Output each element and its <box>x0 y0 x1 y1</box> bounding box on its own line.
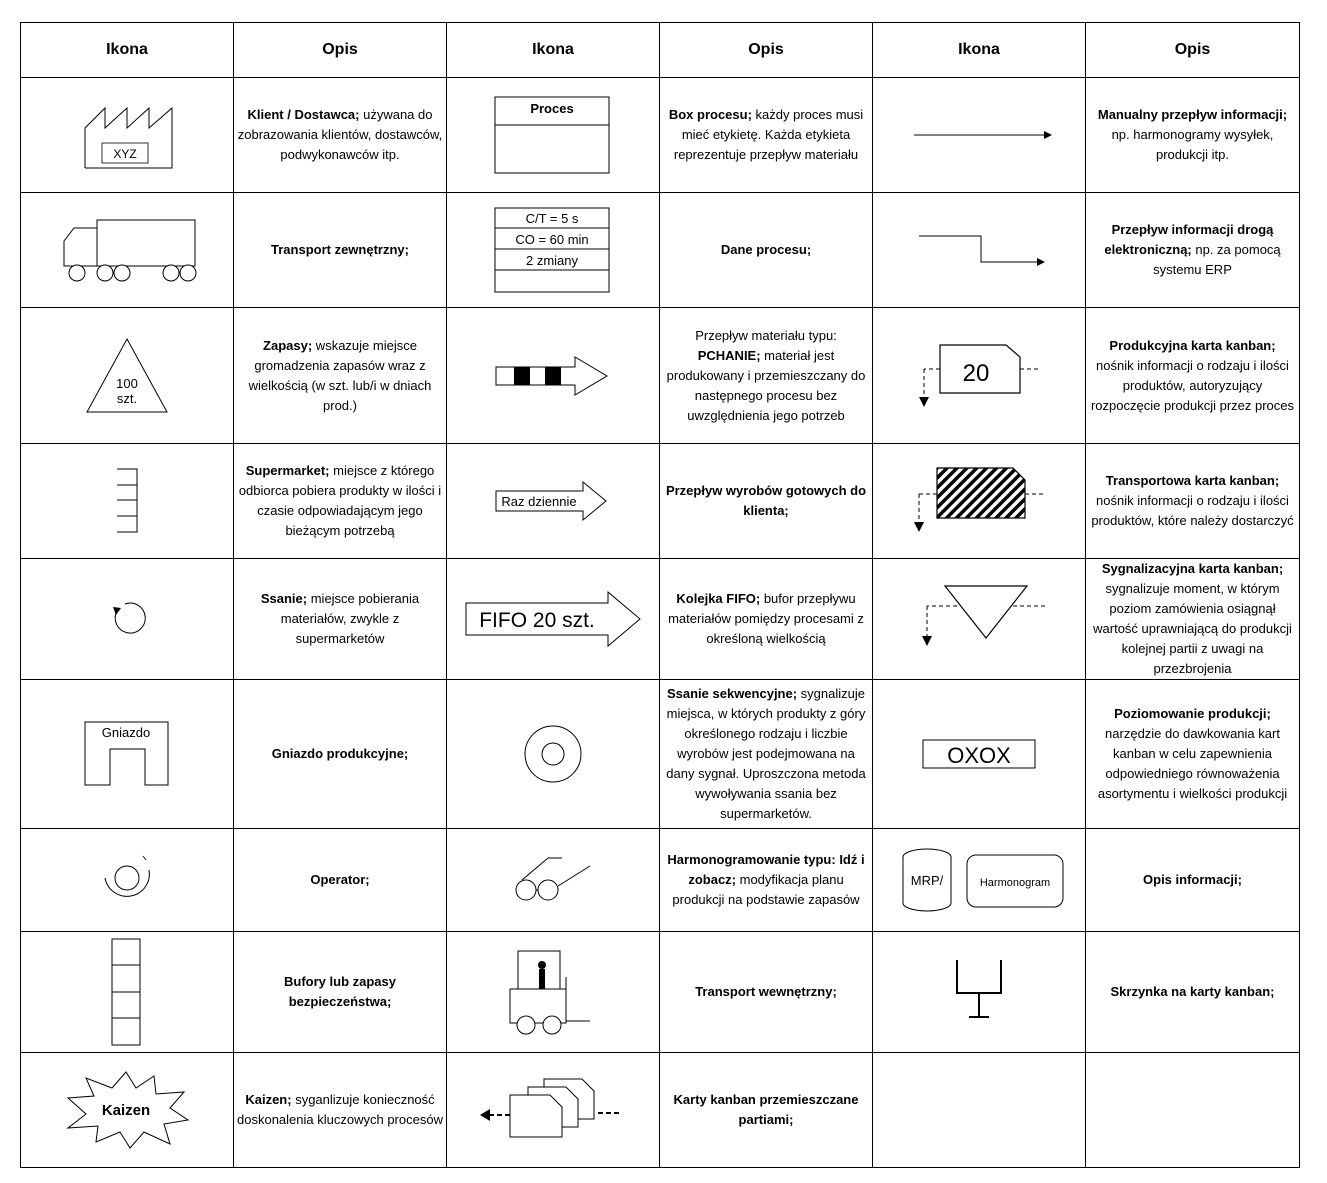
icon-cell <box>447 308 660 444</box>
header-desc-3: Opis <box>1086 23 1300 78</box>
svg-text:100: 100 <box>116 375 138 391</box>
table-row <box>21 78 1300 193</box>
vsm-symbols-table <box>20 22 1300 1168</box>
sequenced-pull-icon <box>521 722 585 786</box>
table-row <box>21 829 1300 932</box>
header-icon-1: Ikona <box>21 23 234 78</box>
desc-zapasy: Zapasy; wskazuje miejsce gromadzenia zapasów wraz z wielkością (w szt. lub/i w dniach prod.) <box>234 308 447 444</box>
desc-gniazdo: Gniazdo produkcyjne; <box>234 680 447 829</box>
svg-text:CO = 60 min: CO = 60 min <box>515 232 589 247</box>
process-box-icon <box>493 95 613 175</box>
fifo-arrow-icon <box>463 589 643 649</box>
desc-fifo: Kolejka FIFO; bufor przepływu materiałów pomiędzy procesami z określoną wielkością <box>660 559 873 680</box>
svg-text:Harmonogram: Harmonogram <box>979 877 1051 889</box>
table-row <box>21 680 1300 829</box>
svg-text:FIFO 20 szt.: FIFO 20 szt. <box>479 609 595 632</box>
icon-cell <box>447 559 660 680</box>
table-row <box>21 444 1300 559</box>
desc-supermarket: Supermarket; miejsce z którego odbiorca pobiera produkty w ilości i czasie odpowiadającym jego bieżącym potrzebą <box>234 444 447 559</box>
desc-transport-wewnetrzny: Transport wewnętrzny; <box>660 932 873 1053</box>
data-box-icon <box>493 206 613 294</box>
icon-cell <box>21 829 234 932</box>
desc-poziomowanie: Poziomowanie produkcji; narzędzie do dawkowania kart kanban w celu zapewnienia odpowiedniego równoważenia asortymentu i wielkości produkcji <box>1086 680 1300 829</box>
desc-opis-informacji: Opis informacji; <box>1086 829 1300 932</box>
icon-cell <box>873 559 1086 680</box>
svg-text:Gniazdo: Gniazdo <box>101 725 151 740</box>
icon-cell <box>447 680 660 829</box>
inventory-triangle-icon <box>82 336 172 416</box>
icon-cell <box>447 932 660 1053</box>
icon-cell <box>447 829 660 932</box>
empty-cell <box>1086 1053 1300 1168</box>
production-kanban-icon <box>914 339 1044 413</box>
header-desc-1: Opis <box>234 23 447 78</box>
icon-cell <box>21 78 234 193</box>
icon-cell <box>447 1053 660 1168</box>
desc-pchanie: Przepływ materiału typu: PCHANIE; materiał jest produkowany i przemieszczany do następnego procesu bez uwzględnienia jego potrzeb <box>660 308 873 444</box>
signal-kanban-icon <box>909 582 1049 656</box>
header-row <box>21 23 1300 78</box>
header-icon-3: Ikona <box>873 23 1086 78</box>
icon-cell <box>21 932 234 1053</box>
icon-cell <box>21 193 234 308</box>
icon-cell <box>447 193 660 308</box>
icon-cell <box>873 829 1086 932</box>
svg-text:OXOX: OXOX <box>947 743 1011 768</box>
header-desc-2: Opis <box>660 23 873 78</box>
desc-skrzynka-kanban: Skrzynka na karty kanban; <box>1086 932 1300 1053</box>
desc-klient: Klient / Dostawca; używana do zobrazowania klientów, dostawców, podwykonawców itp. <box>234 78 447 193</box>
icon-cell <box>873 444 1086 559</box>
table-row <box>21 193 1300 308</box>
withdrawal-kanban-icon <box>909 464 1049 538</box>
manual-info-arrow-icon <box>904 125 1054 145</box>
go-see-glasses-icon <box>508 850 598 910</box>
shipment-arrow-icon <box>493 479 613 523</box>
push-arrow-icon <box>493 354 613 398</box>
table-row <box>21 559 1300 680</box>
desc-transportowa-kanban: Transportowa karta kanban; nośnik informacji o rodzaju i ilości produktów, które należy dostarczyć <box>1086 444 1300 559</box>
icon-cell <box>447 78 660 193</box>
svg-text:XYZ: XYZ <box>113 147 137 161</box>
desc-ssanie: Ssanie; miejsce pobierania materiałów, zwykle z supermarketów <box>234 559 447 680</box>
desc-wyroby-gotowe: Przepływ wyrobów gotowych do klienta; <box>660 444 873 559</box>
kanban-batch-icon <box>478 1075 628 1145</box>
svg-text:C/T = 5 s: C/T = 5 s <box>525 211 579 226</box>
pull-circle-arrow-icon <box>107 599 147 639</box>
desc-ssanie-sekwencyjne: Ssanie sekwencyjne; sygnalizuje miejsca, w których produkty z góry określonego rodzaju i liczbie wyrobów jest podejmowana na dany sygnał. Uproszczona metoda wywoływania ssania bez supermarketów. <box>660 680 873 829</box>
icon-cell <box>873 193 1086 308</box>
icon-cell <box>873 680 1086 829</box>
empty-cell <box>873 1053 1086 1168</box>
desc-operator: Operator; <box>234 829 447 932</box>
icon-cell <box>873 78 1086 193</box>
table-row <box>21 932 1300 1053</box>
icon-cell <box>873 308 1086 444</box>
svg-text:Proces: Proces <box>530 101 574 116</box>
desc-bufory: Bufory lub zapasy bezpieczeństwa; <box>234 932 447 1053</box>
mrp-schedule-icon <box>889 845 1069 915</box>
icon-cell <box>873 932 1086 1053</box>
kaizen-burst-icon <box>62 1070 192 1150</box>
supermarket-icon <box>107 466 147 536</box>
desc-transport-zewnetrzny: Transport zewnętrzny; <box>234 193 447 308</box>
icon-cell <box>21 680 234 829</box>
factory-icon <box>77 100 177 170</box>
safety-stock-icon <box>109 936 145 1048</box>
desc-dane-procesu: Dane procesu; <box>660 193 873 308</box>
desc-sygnalizacyjna-kanban: Sygnalizacyjna karta kanban; sygnalizuje moment, w którym poziom zamówienia osiągnął wartość uprawniającą do produkcji kolejnej partii z uwagi na przezbrojenia <box>1086 559 1300 680</box>
forklift-icon <box>508 947 598 1037</box>
icon-cell <box>21 308 234 444</box>
desc-idz-i-zobacz: Harmonogramowanie typu: Idź i zobacz; modyfikacja planu produkcji na podstawie zapasów <box>660 829 873 932</box>
icon-cell <box>21 444 234 559</box>
svg-text:Kaizen: Kaizen <box>101 1102 151 1119</box>
icon-cell <box>21 1053 234 1168</box>
operator-icon <box>97 850 157 910</box>
svg-text:Raz dziennie: Raz dziennie <box>501 494 577 509</box>
svg-text:2 zmiany: 2 zmiany <box>525 253 579 268</box>
svg-text:MRP/: MRP/ <box>910 873 944 888</box>
desc-elektroniczny: Przepływ informacji drogą elektroniczną; np. za pomocą systemu ERP <box>1086 193 1300 308</box>
desc-karty-partiami: Karty kanban przemieszczane partiami; <box>660 1053 873 1168</box>
kanban-post-icon <box>949 957 1009 1027</box>
desc-box-procesu: Box procesu; każdy proces musi mieć etykietę. Każda etykieta reprezentuje przepływ materiału <box>660 78 873 193</box>
table-row <box>21 1053 1300 1168</box>
svg-text:szt.: szt. <box>116 390 138 406</box>
work-cell-icon <box>82 719 172 789</box>
table-row <box>21 308 1300 444</box>
electronic-info-arrow-icon <box>909 230 1049 270</box>
desc-kaizen: Kaizen; syganlizuje konieczność doskonalenia kluczowych procesów <box>234 1053 447 1168</box>
svg-text:20: 20 <box>962 359 990 387</box>
icon-cell <box>21 559 234 680</box>
desc-produkcyjna-kanban: Produkcyjna karta kanban; nośnik informacji o rodzaju i ilości produktów, autoryzujący rozpoczęcie produkcji przez proces <box>1086 308 1300 444</box>
load-leveling-icon <box>921 738 1037 770</box>
desc-manualny: Manualny przepływ informacji; np. harmonogramy wysyłek, produkcji itp. <box>1086 78 1300 193</box>
icon-cell <box>447 444 660 559</box>
truck-icon <box>52 215 202 285</box>
header-icon-2: Ikona <box>447 23 660 78</box>
